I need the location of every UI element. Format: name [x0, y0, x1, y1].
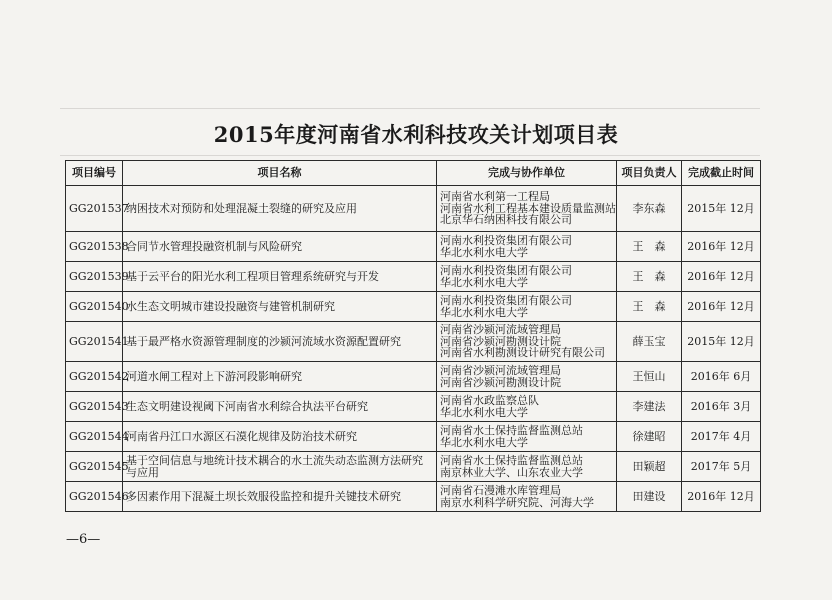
table-row [66, 186, 761, 232]
project-units [437, 186, 617, 232]
table-row [66, 392, 761, 422]
table-row [66, 262, 761, 292]
project-deadline: 2015年 12月 [682, 186, 761, 232]
header-deadline: 完成截止时间 [682, 161, 761, 186]
table-row [66, 292, 761, 322]
project-lead: 徐建昭 [617, 422, 682, 452]
project-name: 多因素作用下混凝土坝长效服役监控和提升关键技术研究 [123, 482, 437, 512]
header-lead: 项目负责人 [617, 161, 682, 186]
project-units [437, 392, 617, 422]
project-code: GG201543 [66, 392, 123, 422]
project-code: GG201542 [66, 362, 123, 392]
project-name: 基于最严格水资源管理制度的沙颍河流域水资源配置研究 [123, 322, 437, 362]
project-lead: 田颖超 [617, 452, 682, 482]
unit-line: 华北水利水电大学 [440, 435, 528, 449]
project-units [437, 362, 617, 392]
project-name: 纳困技术对预防和处理混凝土裂缝的研究及应用 [123, 186, 437, 232]
project-lead: 王 森 [617, 262, 682, 292]
project-code: GG201544 [66, 422, 123, 452]
project-code: GG201545 [66, 452, 123, 482]
table-row [66, 452, 761, 482]
unit-line: 河南省水政监察总队 [440, 394, 539, 407]
project-deadline: 2015年 12月 [682, 322, 761, 362]
project-name: 合同节水管理投融资机制与风险研究 [123, 232, 437, 262]
page-number: —6— [66, 532, 101, 547]
project-name: 河南省丹江口水源区石漠化规律及防治技术研究 [123, 422, 437, 452]
unit-line: 河南省水利工程基本建设质量监测站 [440, 201, 616, 215]
project-lead: 王 森 [617, 232, 682, 262]
header-code: 项目编号 [66, 161, 123, 186]
project-units [437, 262, 617, 292]
project-lead: 王恒山 [617, 362, 682, 392]
project-deadline: 2017年 5月 [682, 452, 761, 482]
header-units: 完成与协作单位 [437, 161, 617, 186]
project-name: 河道水闸工程对上下游河段影响研究 [123, 362, 437, 392]
project-units [437, 322, 617, 362]
unit-line: 北京华石纳困科技有限公司 [440, 213, 572, 227]
project-deadline: 2016年 12月 [682, 262, 761, 292]
table-header-row [66, 161, 761, 186]
unit-line: 南京林业大学、山东农业大学 [440, 465, 583, 479]
unit-line: 华北水利水电大学 [440, 405, 528, 419]
project-deadline: 2017年 4月 [682, 422, 761, 452]
unit-line: 河南省石漫滩水库管理局 [440, 484, 561, 497]
unit-line: 河南省水土保持监督监测总站 [440, 454, 583, 467]
unit-line: 河南省水土保持监督监测总站 [440, 424, 583, 437]
project-units [437, 482, 617, 512]
project-lead: 王 森 [617, 292, 682, 322]
project-name: 生态文明建设视阈下河南省水利综合执法平台研究 [123, 392, 437, 422]
project-table [65, 160, 761, 512]
project-deadline: 2016年 6月 [682, 362, 761, 392]
project-deadline: 2016年 12月 [682, 482, 761, 512]
table-row [66, 362, 761, 392]
table-row [66, 232, 761, 262]
unit-line: 南京水利科学研究院、河海大学 [440, 495, 594, 509]
unit-line: 华北水利水电大学 [440, 275, 528, 289]
unit-line: 河南省水利第一工程局 [440, 190, 550, 204]
unit-line: 华北水利水电大学 [440, 305, 528, 319]
project-units [437, 422, 617, 452]
unit-line: 河南水利投资集团有限公司 [440, 264, 572, 277]
unit-line: 河南水利投资集团有限公司 [440, 294, 572, 307]
unit-line: 河南省沙颍河勘测设计院 [440, 375, 561, 389]
page-title: 2015年度河南省水利科技攻关计划项目表 [213, 122, 619, 147]
project-name: 基于空间信息与地统计技术耦合的水土流失动态监测方法研究与应用 [123, 452, 437, 482]
project-name: 水生态文明城市建设投融资与建管机制研究 [123, 292, 437, 322]
project-units [437, 232, 617, 262]
project-code: GG201539 [66, 262, 123, 292]
header-name: 项目名称 [123, 161, 437, 186]
project-deadline: 2016年 12月 [682, 292, 761, 322]
project-code: GG201538 [66, 232, 123, 262]
project-code: GG201540 [66, 292, 123, 322]
table-row [66, 322, 761, 362]
project-units [437, 292, 617, 322]
unit-line: 河南省水利勘测设计研究有限公司 [440, 346, 605, 360]
unit-line: 河南省沙颍河流域管理局 [440, 323, 561, 337]
unit-line: 河南省沙颍河流域管理局 [440, 364, 561, 377]
project-lead: 薛玉宝 [617, 322, 682, 362]
project-code: GG201546 [66, 482, 123, 512]
project-units [437, 452, 617, 482]
unit-line: 河南水利投资集团有限公司 [440, 234, 572, 247]
project-lead: 李东森 [617, 186, 682, 232]
table-row [66, 422, 761, 452]
project-name: 基于云平台的阳光水利工程项目管理系统研究与开发 [123, 262, 437, 292]
project-lead: 李建法 [617, 392, 682, 422]
project-deadline: 2016年 12月 [682, 232, 761, 262]
project-lead: 田建设 [617, 482, 682, 512]
project-code: GG201541 [66, 322, 123, 362]
project-deadline: 2016年 3月 [682, 392, 761, 422]
project-code: GG201537 [66, 186, 123, 232]
table-row [66, 482, 761, 512]
unit-line: 华北水利水电大学 [440, 245, 528, 259]
unit-line: 河南省沙颍河勘测设计院 [440, 334, 561, 348]
